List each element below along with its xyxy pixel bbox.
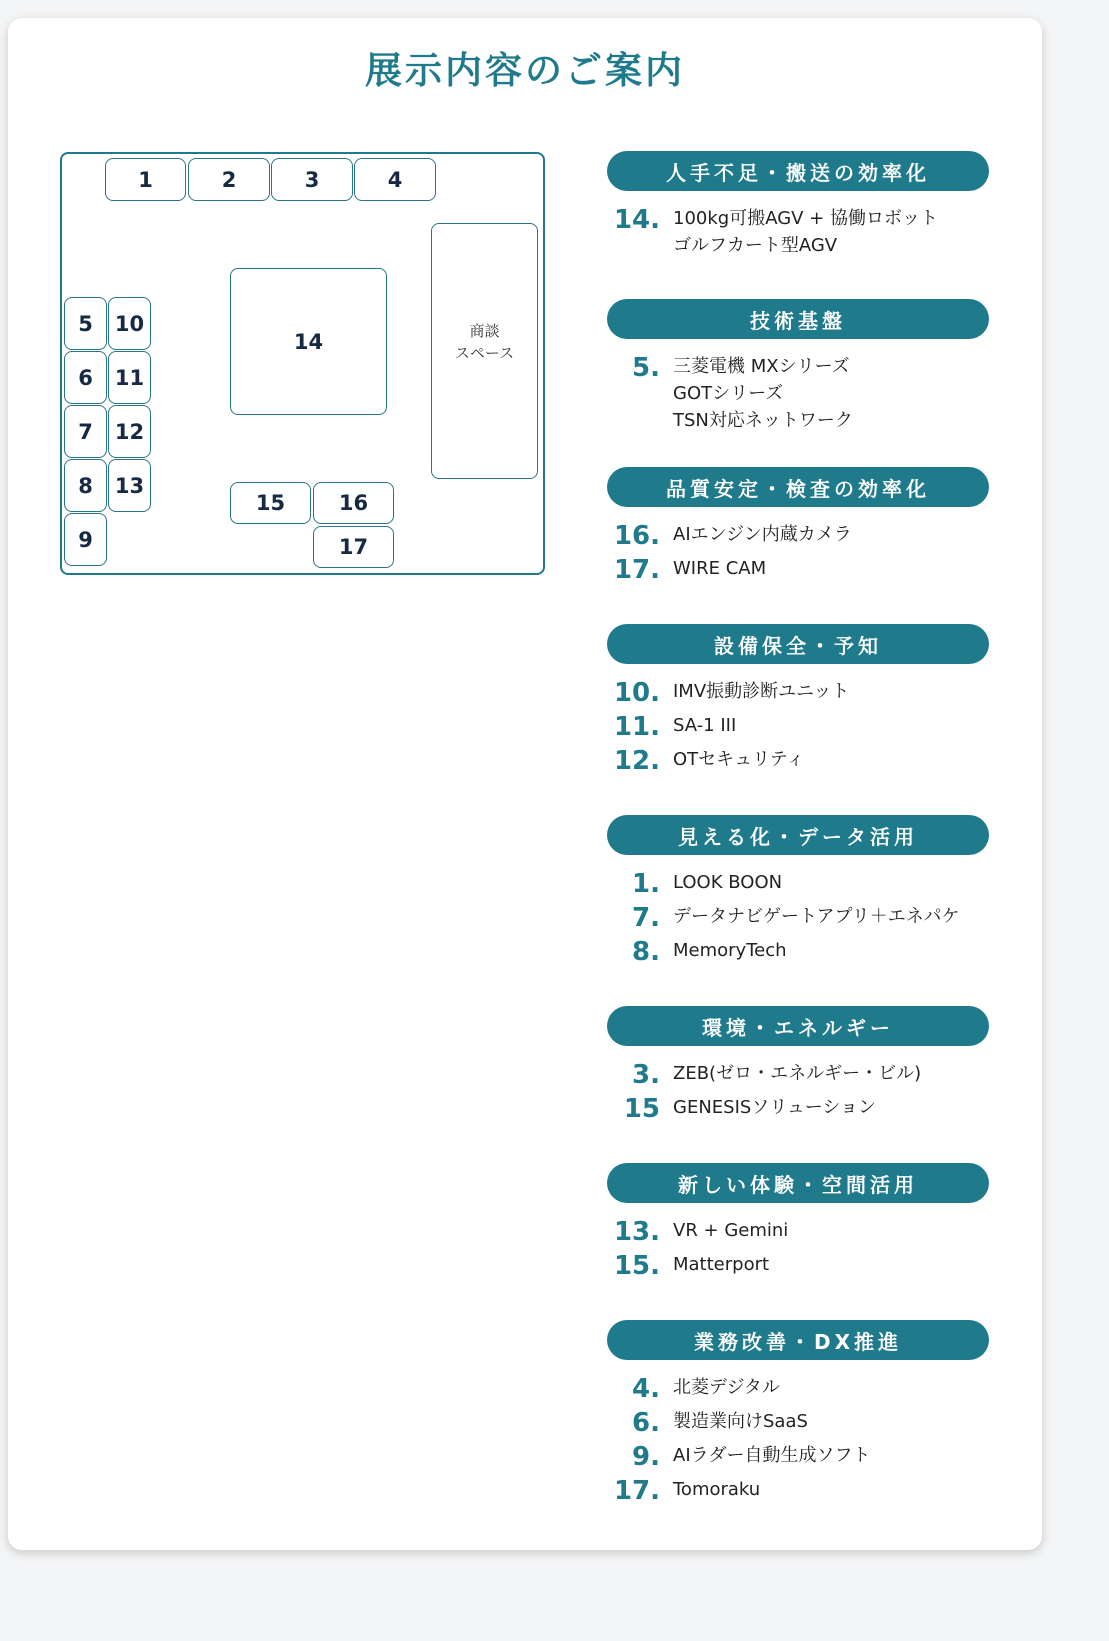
exhibit-name: MemoryTech — [673, 940, 787, 961]
booth-number: 10. — [613, 678, 660, 708]
booth-2: 2 — [188, 158, 270, 201]
category-section — [607, 1320, 989, 1508]
exhibit-name: 製造業向けSaaS — [673, 1411, 808, 1432]
booth-number: 6. — [632, 1408, 660, 1438]
exhibit-item — [607, 1092, 989, 1126]
booth-number: 5. — [632, 353, 660, 383]
exhibit-name: VR + Gemini — [673, 1220, 789, 1241]
exhibit-item — [607, 351, 989, 434]
category-section — [607, 151, 989, 259]
booth-number: 7. — [632, 903, 660, 933]
exhibit-item — [607, 203, 989, 259]
exhibit-item — [607, 710, 989, 744]
exhibit-item — [607, 1215, 989, 1249]
booth-13: 13 — [108, 459, 151, 512]
exhibit-item — [607, 1440, 989, 1474]
booth-3: 3 — [271, 158, 353, 201]
exhibit-name: WIRE CAM — [673, 558, 767, 579]
category-header: 新しい体験・空間活用 — [607, 1163, 989, 1203]
exhibit-item — [607, 935, 989, 969]
category-header: 見える化・データ活用 — [607, 815, 989, 855]
exhibit-name: LOOK BOON — [673, 872, 783, 893]
exhibit-item — [607, 1372, 989, 1406]
category-section — [607, 624, 989, 778]
exhibit-item — [607, 901, 989, 935]
booth-15: 15 — [230, 482, 311, 524]
exhibit-name: 100kg可搬AGV + 協働ロボット — [673, 208, 938, 229]
booth-number: 15 — [623, 1094, 660, 1124]
exhibit-item — [607, 1406, 989, 1440]
category-header: 人手不足・搬送の効率化 — [607, 151, 989, 191]
category-header: 設備保全・予知 — [607, 624, 989, 664]
exhibit-item — [607, 867, 989, 901]
exhibit-item — [607, 1474, 989, 1508]
category-header: 技術基盤 — [607, 299, 989, 339]
exhibit-name: 北菱デジタル — [673, 1377, 780, 1398]
exhibit-item — [607, 676, 989, 710]
negotiation-label: スペース — [454, 344, 515, 362]
booth-17: 17 — [313, 526, 394, 568]
category-section — [607, 299, 989, 434]
exhibit-name: AIラダー自動生成ソフト — [673, 1445, 871, 1466]
category-section — [607, 1006, 989, 1126]
exhibit-name: ZEB(ゼロ・エネルギー・ビル) — [673, 1063, 922, 1084]
booth-12: 12 — [108, 405, 151, 458]
booth-16: 16 — [313, 482, 394, 524]
booth-number: 14. — [613, 205, 660, 235]
exhibit-name: Matterport — [673, 1254, 770, 1275]
page-title: 展示内容のご案内 — [365, 49, 685, 92]
exhibit-name: SA-1 III — [673, 715, 737, 736]
exhibit-item — [607, 553, 989, 587]
exhibit-name: GOTシリーズ — [673, 383, 784, 404]
exhibit-item — [607, 519, 989, 553]
booth-8: 8 — [64, 459, 107, 512]
booth-4: 4 — [354, 158, 436, 201]
category-header: 品質安定・検査の効率化 — [607, 467, 989, 507]
booth-number: 11. — [613, 712, 660, 742]
booth-number: 12. — [613, 746, 660, 776]
booth-number: 17. — [613, 1476, 660, 1506]
exhibit-name: TSN対応ネットワーク — [673, 410, 853, 431]
category-header: 環境・エネルギー — [607, 1006, 989, 1046]
exhibit-name: ゴルフカート型AGV — [673, 235, 838, 256]
booth-14: 14 — [230, 268, 387, 415]
exhibit-item — [607, 1058, 989, 1092]
booth-5: 5 — [64, 297, 107, 350]
exhibit-item — [607, 1249, 989, 1283]
category-header: 業務改善・DX推進 — [607, 1320, 989, 1360]
exhibit-name: GENESISソリューション — [673, 1097, 877, 1118]
booth-10: 10 — [108, 297, 151, 350]
exhibit-name: Tomoraku — [673, 1479, 761, 1500]
booth-number: 1. — [632, 869, 660, 899]
exhibit-name: OTセキュリティ — [673, 749, 805, 770]
booth-number: 15. — [613, 1251, 660, 1281]
exhibit-name: IMV振動診断ユニット — [673, 681, 850, 702]
exhibit-item — [607, 744, 989, 778]
exhibit-name: 三菱電機 MXシリーズ — [673, 356, 850, 377]
booth-9: 9 — [64, 513, 107, 566]
booth-number: 13. — [613, 1217, 660, 1247]
negotiation-label: 商談 — [469, 322, 500, 340]
category-section — [607, 467, 989, 587]
booth-number: 3. — [632, 1060, 660, 1090]
booth-number: 9. — [632, 1442, 660, 1472]
negotiation-space — [431, 223, 538, 479]
booth-number: 8. — [632, 937, 660, 967]
booth-11: 11 — [108, 351, 151, 404]
exhibit-name: AIエンジン内蔵カメラ — [673, 524, 852, 545]
booth-7: 7 — [64, 405, 107, 458]
booth-number: 16. — [613, 521, 660, 551]
category-section — [607, 1163, 989, 1283]
category-section — [607, 815, 989, 969]
booth-number: 17. — [613, 555, 660, 585]
booth-number: 4. — [632, 1374, 660, 1404]
booth-1: 1 — [105, 158, 186, 201]
booth-6: 6 — [64, 351, 107, 404]
exhibit-name: データナビゲートアプリ＋エネパケ — [673, 906, 960, 927]
